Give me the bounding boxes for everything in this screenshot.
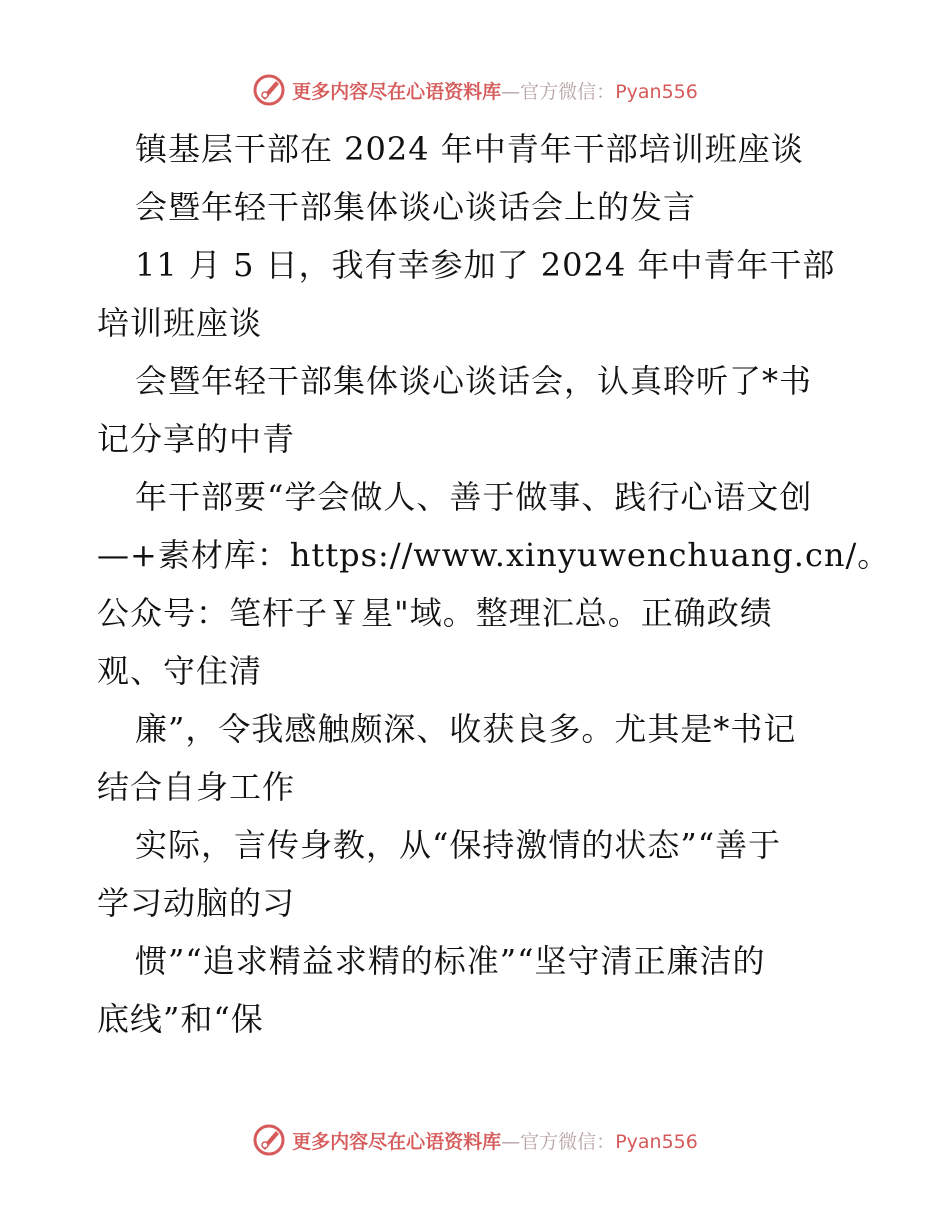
- watermark-logo-icon: [252, 1123, 286, 1157]
- text-line: 廉”，令我感触颇深、收获良多。尤其是*书记: [135, 710, 797, 748]
- watermark-logo-icon: [252, 73, 286, 107]
- text-line: 底线”和“保: [97, 1000, 264, 1038]
- text-line: 记分享的中青: [97, 420, 296, 458]
- text-line: 培训班座谈: [97, 304, 263, 342]
- text-line: 公众号：笔杆子￥星"域。整理汇总。正确政绩: [97, 594, 773, 632]
- watermark-header: [0, 70, 950, 110]
- text-line: 会暨年轻干部集体谈心谈话会上的发言: [135, 188, 697, 226]
- text-line: —+素材库：https://www.xinyuwenchuang.cn/。: [97, 536, 891, 574]
- text-line: 实际，言传身教，从“保持激情的状态”“善于: [135, 826, 782, 864]
- watermark-separator: —: [501, 80, 521, 103]
- watermark-main: 更多内容尽在心语资料库: [292, 80, 502, 103]
- text-line: 镇基层干部在 2024 年中青年干部培训班座谈: [135, 130, 804, 168]
- text-line: 惯”“追求精益求精的标准”“坚守清正廉洁的: [135, 942, 766, 980]
- watermark-label: 官方微信：: [520, 1130, 616, 1153]
- text-line: 观、守住清: [97, 652, 263, 690]
- text-line: 结合自身工作: [97, 768, 296, 806]
- text-line: 会暨年轻干部集体谈心谈话会，认真聆听了*书: [135, 362, 813, 400]
- watermark-id: Pyan556: [615, 1130, 698, 1153]
- text-line: 年干部要“学会做人、善于做事、践行心语文创: [135, 478, 813, 516]
- watermark-text: [292, 1127, 698, 1154]
- text-line: 11 月 5 日，我有幸参加了 2024 年中青年干部: [135, 246, 836, 284]
- watermark-id: Pyan556: [615, 80, 698, 103]
- document-body: [97, 120, 891, 1048]
- watermark-footer: [0, 1120, 950, 1160]
- watermark-label: 官方微信：: [520, 80, 616, 103]
- watermark-text: [292, 77, 698, 104]
- watermark-separator: —: [501, 1130, 521, 1153]
- watermark-main: 更多内容尽在心语资料库: [292, 1130, 502, 1153]
- text-line: 学习动脑的习: [97, 884, 296, 922]
